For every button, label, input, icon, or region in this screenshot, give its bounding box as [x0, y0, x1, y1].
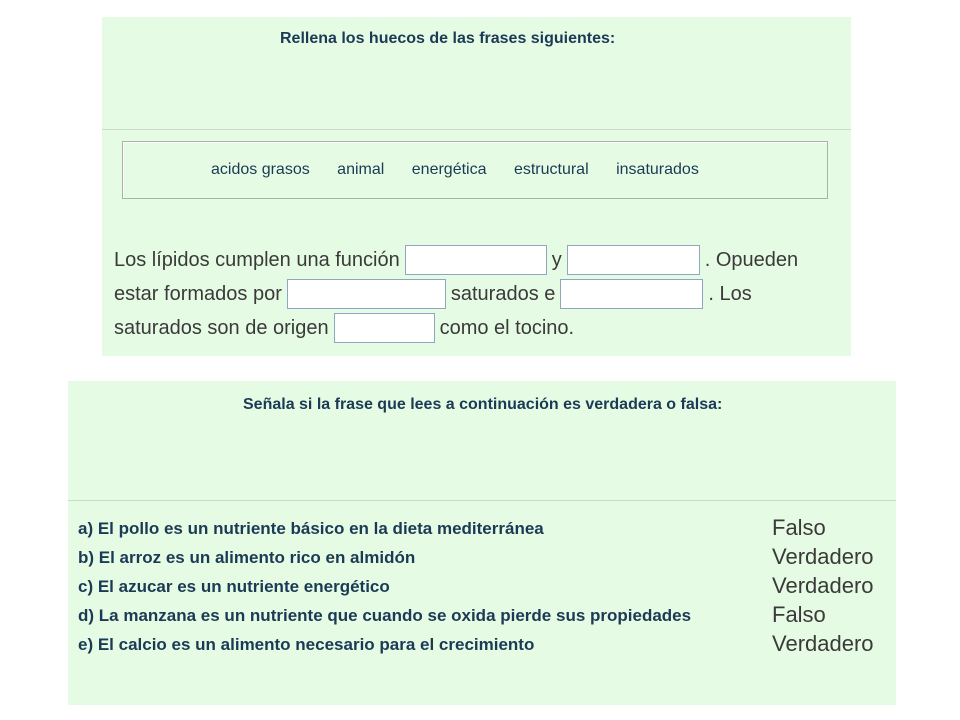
- word-bank-item[interactable]: insaturados: [616, 161, 699, 178]
- word-bank-item[interactable]: acidos grasos: [211, 161, 310, 178]
- exercise2-title: Señala si la frase que lees a continuación es verdadera o falsa:: [243, 396, 723, 413]
- divider: [102, 129, 851, 130]
- sentence-text: estar formados por: [114, 282, 282, 305]
- list-item: [78, 541, 888, 570]
- true-false-list: [78, 512, 888, 657]
- question-text: b) El arroz es un alimento rico en almidón: [78, 548, 416, 567]
- answer-text: Verdadero: [772, 544, 874, 569]
- question-text: e) El calcio es un alimento necesario para el crecimiento: [78, 635, 535, 654]
- word-bank-item[interactable]: estructural: [513, 161, 589, 178]
- blank-input-2[interactable]: [567, 245, 700, 275]
- list-item: [78, 512, 888, 541]
- word-bank-item[interactable]: animal: [337, 161, 385, 178]
- sentence-text: . Los: [708, 282, 752, 305]
- answer-text: Verdadero: [772, 631, 874, 656]
- true-false-exercise-panel: [68, 381, 896, 705]
- sentence-text: . Opueden: [704, 248, 799, 271]
- answer-text: Verdadero: [772, 573, 874, 598]
- question-text: d) La manzana es un nutriente que cuando se oxida pierde sus propiedades: [78, 606, 692, 625]
- sentence-text: saturados son de origen: [114, 316, 329, 339]
- sentence-text: Los lípidos cumplen una función: [114, 248, 400, 271]
- blank-input-4[interactable]: [560, 279, 703, 309]
- word-bank-item[interactable]: energética: [411, 161, 487, 178]
- exercise1-title: Rellena los huecos de las frases siguientes:: [280, 30, 616, 47]
- blank-input-1[interactable]: [405, 245, 547, 275]
- list-item: [78, 570, 888, 599]
- answer-text: Falso: [772, 602, 826, 627]
- question-text: c) El azucar es un nutriente energético: [78, 577, 390, 596]
- sentence-text: como el tocino.: [439, 316, 575, 339]
- sentence-text: y: [551, 248, 562, 271]
- question-text: a) El pollo es un nutriente básico en la dieta mediterránea: [78, 519, 544, 538]
- sentence-text: saturados e: [450, 282, 556, 305]
- fill-in-sentences: [114, 243, 798, 345]
- answer-text: Falso: [772, 515, 826, 540]
- blank-input-3[interactable]: [287, 279, 446, 309]
- blank-input-5[interactable]: [334, 313, 435, 343]
- list-item: [78, 628, 888, 657]
- word-bank: [122, 141, 828, 199]
- divider: [68, 500, 896, 501]
- fill-in-exercise-panel: [102, 17, 851, 356]
- list-item: [78, 599, 888, 628]
